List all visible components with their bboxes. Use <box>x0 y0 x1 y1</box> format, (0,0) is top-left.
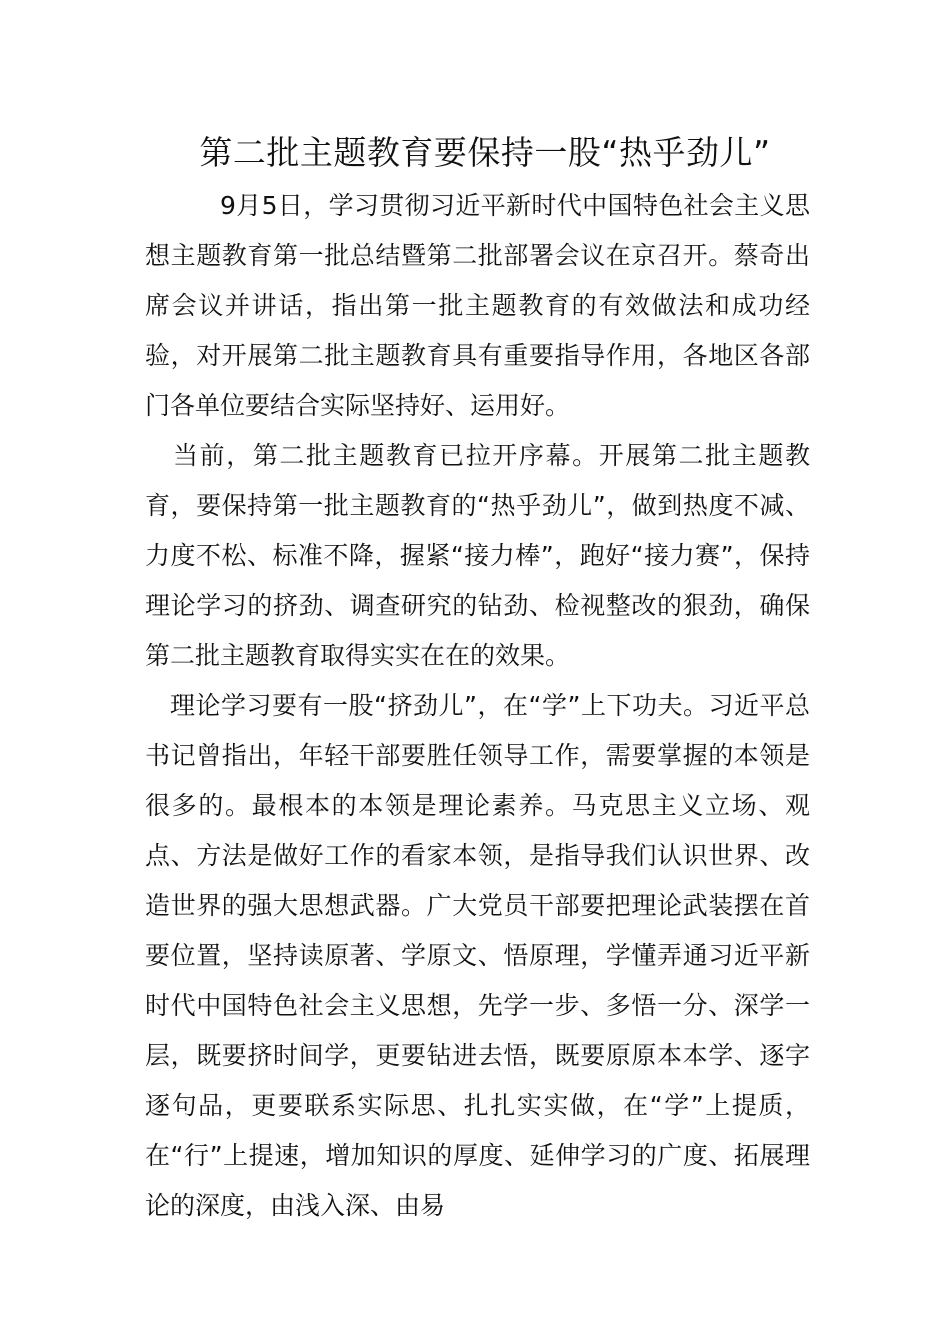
paragraph-1: 9月5日，学习贯彻习近平新时代中国特色社会主义思想主题教育第一批总结暨第二批部署会议在京召开。蔡奇出席会议并讲话，指出第一批主题教育的有效做法和成功经验，对开展第二批主题教育具有重要指导作用，各地区各部门各单位要结合实际坚持好、运用好。 <box>145 191 810 420</box>
document-body <box>145 181 810 1231</box>
paragraph-3: 理论学习要有一股“挤劲儿”，在“学”上下功夫。习近平总书记曾指出，年轻干部要胜任领导工作，需要掌握的本领是很多的。最根本的本领是理论素养。马克思主义立场、观点、方法是做好工作的看家本领，是指导我们认识世界、改造世界的强大思想武器。广大党员干部要把理论武装摆在首要位置，坚持读原著、学原文、悟原理，学懂弄通习近平新时代中国特色社会主义思想，先学一步、多悟一分、深学一层，既要挤时间学，更要钻进去悟，既要原原本本学、逐字逐句品，更要联系实际思、扎扎实实做，在“学”上提质，在“行”上提速，增加知识的厚度、延伸学习的广度、拓展理论的深度，由浅入深、由易 <box>145 691 810 1220</box>
document-title: 第二批主题教育要保持一股“热乎劲儿” <box>199 133 771 172</box>
paragraph-2: 当前，第二批主题教育已拉开序幕。开展第二批主题教育，要保持第一批主题教育的“热乎劲儿”，做到热度不减、力度不松、标准不降，握紧“接力棒”，跑好“接力赛”，保持理论学习的挤劲、调查研究的钻劲、检视整改的狠劲，确保第二批主题教育取得实实在在的效果。 <box>145 441 810 670</box>
